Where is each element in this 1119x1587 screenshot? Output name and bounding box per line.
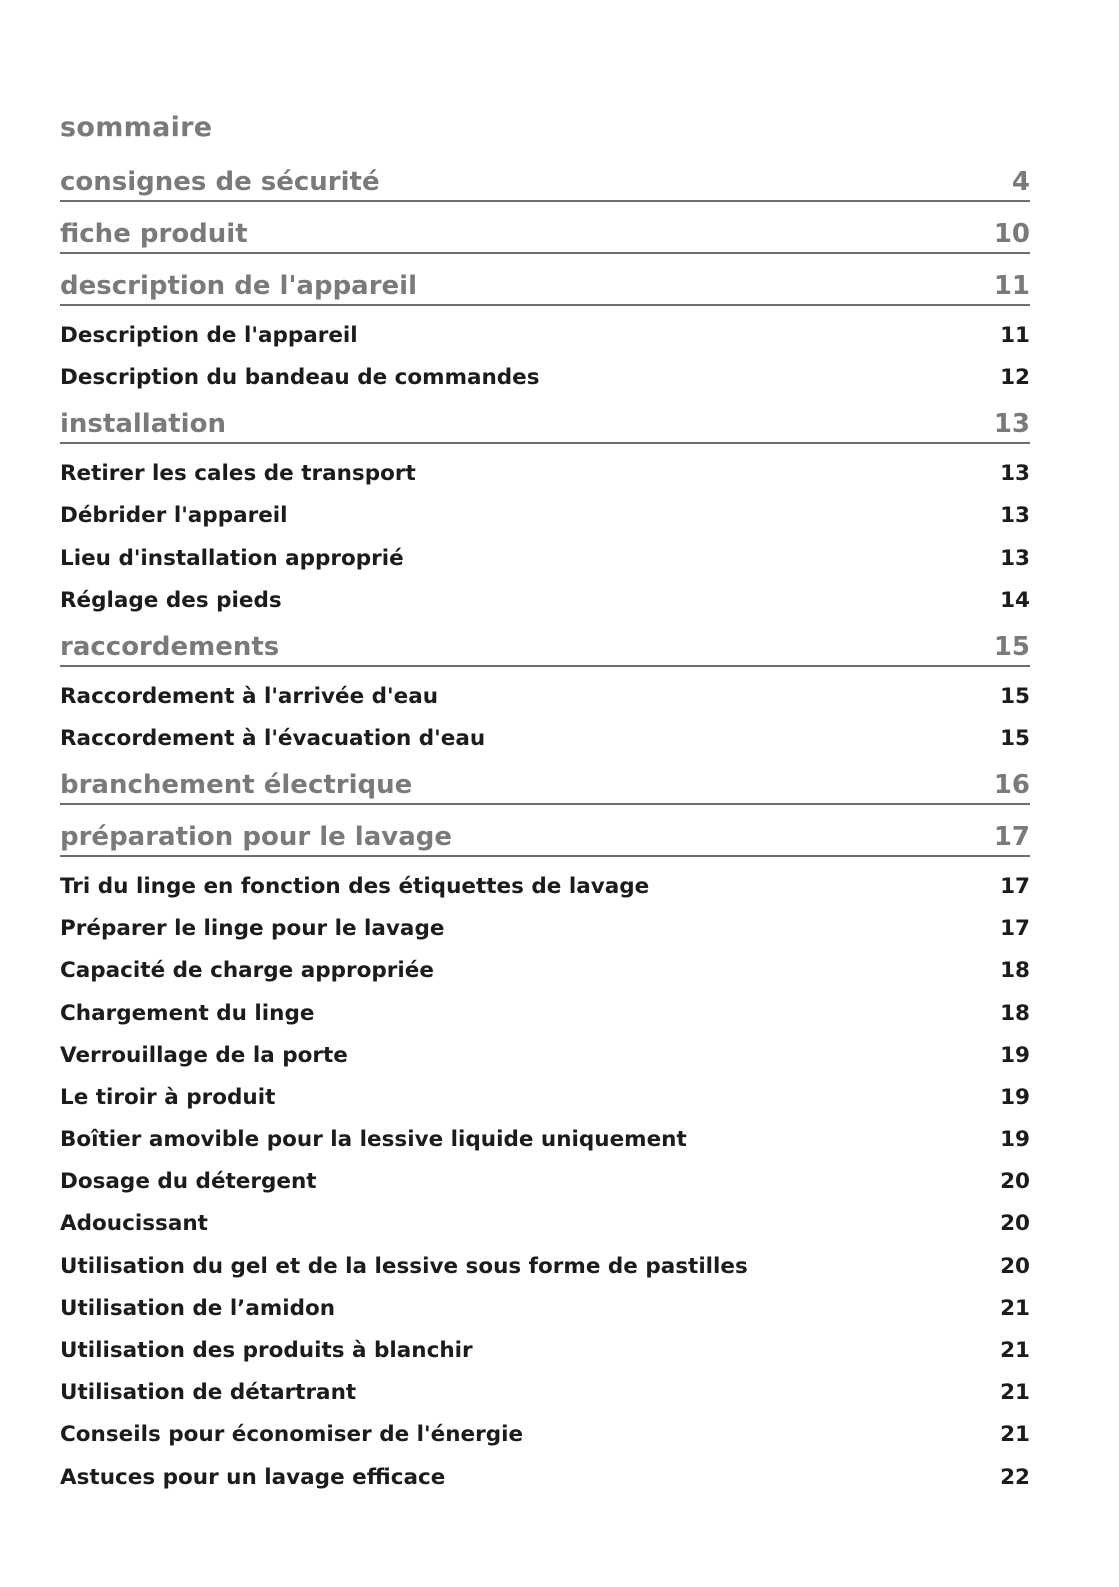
entry-page-number: 19: [1000, 1127, 1030, 1153]
toc-entry-row[interactable]: [60, 530, 1030, 572]
section-page-number: 16: [993, 769, 1030, 800]
toc-entry-row[interactable]: [60, 1323, 1030, 1365]
toc-section-row[interactable]: [60, 254, 1030, 306]
section-page-number: 11: [993, 271, 1030, 301]
section-page-number: 4: [1011, 167, 1030, 197]
toc-section-row[interactable]: [60, 615, 1030, 667]
toc-entry-row[interactable]: [60, 985, 1030, 1027]
toc-entry-row[interactable]: [60, 1238, 1030, 1280]
entry-page-number: 17: [1000, 916, 1030, 942]
toc-entry-row[interactable]: [60, 943, 1030, 985]
entry-label: Tri du linge en fonction des étiquettes de lavage: [60, 873, 650, 899]
toc-entry-row[interactable]: [60, 901, 1030, 943]
entry-page-number: 15: [1000, 683, 1030, 709]
entry-page-number: 18: [1000, 1000, 1030, 1026]
entry-label: Utilisation du gel et de la lessive sous forme de pastilles: [60, 1253, 748, 1279]
toc-entry-row[interactable]: [60, 1112, 1030, 1154]
section-page-number: 17: [993, 821, 1030, 852]
toc-section-row[interactable]: [60, 202, 1030, 254]
toc-entry-row[interactable]: [60, 1154, 1030, 1196]
entry-page-number: 22: [1000, 1464, 1030, 1490]
toc-entry-row[interactable]: [60, 1028, 1030, 1070]
entry-page-number: 14: [1000, 587, 1030, 613]
toc-entry-row[interactable]: [60, 1281, 1030, 1323]
entry-page-number: 13: [1000, 461, 1030, 487]
entry-label: Utilisation de détartrant: [60, 1380, 357, 1406]
toc-entry-row[interactable]: [60, 667, 1030, 711]
toc-entry-row[interactable]: [60, 857, 1030, 901]
entry-page-number: 21: [1000, 1295, 1030, 1321]
entry-label: Boîtier amovible pour la lessive liquide uniquement: [60, 1127, 687, 1153]
section-title: préparation pour le lavage: [60, 821, 453, 852]
toc-entry-row[interactable]: [60, 306, 1030, 350]
toc-entry-row[interactable]: [60, 488, 1030, 530]
entry-page-number: 19: [1000, 1084, 1030, 1110]
section-title: branchement électrique: [60, 769, 413, 800]
entry-label: Utilisation des produits à blanchir: [60, 1338, 473, 1363]
entry-label: Capacité de charge appropriée: [60, 958, 434, 984]
section-page-number: 15: [993, 631, 1030, 662]
section-title: installation: [60, 409, 226, 440]
entry-page-number: 15: [1000, 725, 1030, 751]
toc-entry-row[interactable]: [60, 711, 1030, 753]
toc-section-row[interactable]: [60, 392, 1030, 444]
entry-label: Chargement du linge: [60, 1000, 315, 1026]
toc-entry-row[interactable]: [60, 1449, 1030, 1491]
section-title: description de l'appareil: [60, 271, 418, 301]
entry-label: Adoucissant: [60, 1211, 208, 1237]
toc-entry-row[interactable]: [60, 1196, 1030, 1238]
entry-page-number: 20: [1000, 1253, 1030, 1279]
toc-title: sommaire: [60, 112, 213, 143]
entry-label: Utilisation de l’amidon: [60, 1295, 336, 1321]
entry-page-number: 18: [1000, 958, 1030, 984]
entry-page-number: 17: [1000, 873, 1030, 899]
entry-page-number: 12: [1000, 365, 1030, 391]
entry-label: Astuces pour un lavage efficace: [60, 1464, 446, 1490]
entry-label: Raccordement à l'évacuation d'eau: [60, 725, 486, 751]
entry-label: Raccordement à l'arrivée d'eau: [60, 683, 439, 709]
toc-section-row[interactable]: [60, 164, 1030, 202]
entry-label: Dosage du détergent: [60, 1169, 317, 1195]
toc-entry-row[interactable]: [60, 1407, 1030, 1449]
entry-label: Lieu d'installation approprié: [60, 545, 404, 571]
toc-entry-row[interactable]: [60, 573, 1030, 615]
entry-page-number: 11: [1000, 323, 1030, 348]
toc-entry-row[interactable]: [60, 1365, 1030, 1407]
section-title: fiche produit: [60, 219, 248, 249]
entry-label: Le tiroir à produit: [60, 1084, 276, 1110]
section-page-number: 10: [993, 219, 1030, 249]
entry-page-number: 13: [1000, 545, 1030, 571]
section-title: raccordements: [60, 631, 280, 662]
toc-entry-row[interactable]: [60, 350, 1030, 392]
toc-section-row[interactable]: [60, 805, 1030, 857]
table-of-contents: [60, 164, 1030, 1492]
entry-label: Retirer les cales de transport: [60, 461, 416, 487]
entry-label: Verrouillage de la porte: [60, 1042, 348, 1068]
entry-page-number: 21: [1000, 1380, 1030, 1406]
entry-label: Conseils pour économiser de l'énergie: [60, 1422, 524, 1448]
toc-section-row[interactable]: [60, 753, 1030, 805]
entry-page-number: 20: [1000, 1211, 1030, 1237]
entry-page-number: 13: [1000, 503, 1030, 529]
entry-label: Description de l'appareil: [60, 323, 358, 348]
entry-page-number: 20: [1000, 1169, 1030, 1195]
entry-label: Préparer le linge pour le lavage: [60, 916, 445, 942]
section-page-number: 13: [993, 409, 1030, 440]
entry-label: Description du bandeau de commandes: [60, 365, 540, 391]
toc-entry-row[interactable]: [60, 444, 1030, 488]
entry-label: Débrider l'appareil: [60, 503, 288, 529]
entry-page-number: 19: [1000, 1042, 1030, 1068]
entry-page-number: 21: [1000, 1422, 1030, 1448]
toc-entry-row[interactable]: [60, 1070, 1030, 1112]
entry-label: Réglage des pieds: [60, 587, 282, 613]
section-title: consignes de sécurité: [60, 167, 380, 197]
entry-page-number: 21: [1000, 1338, 1030, 1363]
